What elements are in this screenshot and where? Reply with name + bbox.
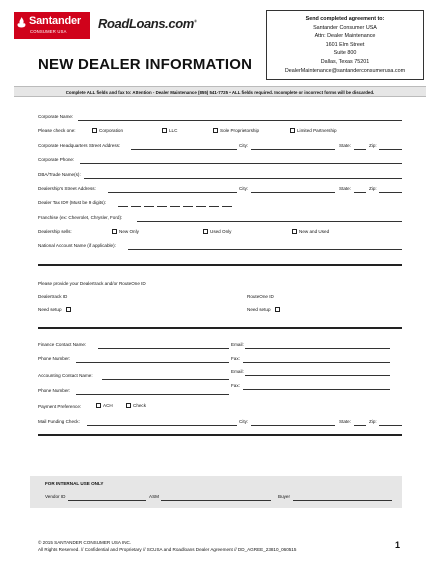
send-box-line: Attn: Dealer Maintenance: [314, 33, 376, 40]
accounting-fax-label: Fax:: [231, 383, 240, 388]
city-label: City:: [239, 143, 249, 148]
hq-address-label: Corporate Headquarters Street Address:: [38, 143, 121, 148]
ach-label: ACH: [103, 403, 113, 408]
dealership-state-field[interactable]: [354, 192, 366, 193]
dealertrack-label: Dealertrack ID: [38, 294, 68, 299]
national-account-label: National Account Name (if applicable):: [38, 243, 116, 248]
national-account-field[interactable]: [128, 249, 402, 250]
tax-id-digit-1[interactable]: [118, 206, 128, 207]
dealership-zip-field[interactable]: [379, 192, 402, 193]
llc-checkbox[interactable]: [162, 128, 167, 133]
state-label: State:: [339, 186, 352, 191]
finance-phone-field[interactable]: [76, 362, 229, 363]
used-only-label: Used Only: [210, 229, 232, 234]
asm-field[interactable]: [161, 500, 271, 501]
copyright-text: © 2015 SANTANDER CONSUMER USA INC.: [38, 540, 132, 545]
state-label: State:: [339, 143, 352, 148]
send-to-box: [266, 10, 424, 80]
send-box-line: Santander Consumer USA: [313, 24, 377, 31]
finance-fax-label: Fax:: [231, 356, 240, 361]
santander-logo: [14, 12, 90, 39]
mail-funding-zip-field[interactable]: [379, 425, 402, 426]
franchise-field[interactable]: [137, 221, 402, 222]
franchise-label: Franchise (ex: Chevrolet, Chrysler, Ford):: [38, 215, 123, 220]
limited-partnership-label: Limited Partnership: [297, 128, 337, 133]
tax-id-digit-4[interactable]: [157, 206, 167, 207]
dba-field[interactable]: [84, 178, 402, 179]
zip-label: Zip:: [369, 186, 377, 191]
check-one-label: Please check one:: [38, 128, 76, 133]
accounting-phone-field[interactable]: [76, 394, 229, 395]
new-only-checkbox[interactable]: [112, 229, 117, 234]
accounting-contact-label: Accounting Contact Name:: [38, 373, 93, 378]
tax-id-digit-9[interactable]: [222, 206, 232, 207]
ach-checkbox[interactable]: [96, 403, 101, 408]
accounting-email-label: Email:: [231, 369, 244, 374]
tax-id-digit-2[interactable]: [131, 206, 141, 207]
internal-use-title: FOR INTERNAL USE ONLY: [45, 481, 104, 486]
vendor-id-label: Vendor ID: [45, 494, 66, 499]
buyer-field[interactable]: [293, 500, 392, 501]
roadloans-text: RoadLoans.com: [98, 16, 194, 31]
tax-id-digit-5[interactable]: [170, 206, 180, 207]
hq-city-field[interactable]: [251, 149, 335, 150]
dealership-address-label: Dealership's Street Address:: [38, 186, 96, 191]
mail-funding-label: Mail Funding Check:: [38, 419, 80, 424]
section-divider: [38, 327, 402, 329]
dealership-address-field[interactable]: [108, 192, 237, 193]
vendor-id-field[interactable]: [68, 500, 146, 501]
mail-funding-address-field[interactable]: [87, 425, 237, 426]
dealertrack-need-setup-checkbox[interactable]: [66, 307, 71, 312]
hq-zip-field[interactable]: [379, 149, 402, 150]
provide-id-text: Please provide your Dealertrack and/or RouteOne ID: [38, 281, 146, 286]
new-and-used-label: New and Used: [299, 229, 330, 234]
buyer-label: Buyer: [278, 494, 291, 499]
zip-label: Zip:: [369, 419, 377, 424]
send-box-line: 1601 Elm Street: [325, 41, 365, 48]
corporation-label: Corporation: [99, 128, 124, 133]
hq-address-field[interactable]: [131, 149, 237, 150]
finance-phone-label: Phone Number:: [38, 356, 71, 361]
dealertrack-need-setup-label: Need setup: [38, 307, 62, 312]
section-divider: [38, 434, 402, 436]
sole-proprietorship-label: Sole Proprietorship: [220, 128, 260, 133]
finance-fax-field[interactable]: [243, 362, 390, 363]
zip-label: Zip:: [369, 143, 377, 148]
hq-state-field[interactable]: [354, 149, 366, 150]
accounting-phone-label: Phone Number:: [38, 388, 71, 393]
tax-id-digit-8[interactable]: [209, 206, 219, 207]
page-title: NEW DEALER INFORMATION: [38, 56, 253, 73]
corporate-name-label: Corporate Name:: [38, 114, 74, 119]
llc-label: LLC: [169, 128, 178, 133]
send-box-title: Send completed agreement to:: [305, 16, 385, 22]
accounting-contact-field[interactable]: [102, 379, 229, 380]
page-number: 1: [395, 540, 401, 550]
corporate-phone-label: Corporate Phone:: [38, 157, 75, 162]
check-label: Check: [133, 403, 147, 408]
mail-funding-state-field[interactable]: [354, 425, 366, 426]
sole-proprietorship-checkbox[interactable]: [213, 128, 218, 133]
city-label: City:: [239, 186, 249, 191]
roadloans-logo: [98, 16, 197, 31]
accounting-fax-field[interactable]: [243, 389, 390, 390]
send-box-email: DealerMaintenance@santanderconsumerusa.com: [284, 67, 406, 74]
payment-preference-label: Payment Preference:: [38, 404, 82, 409]
corporation-checkbox[interactable]: [92, 128, 97, 133]
finance-contact-field[interactable]: [98, 348, 229, 349]
tax-id-digit-3[interactable]: [144, 206, 154, 207]
corporate-name-field[interactable]: [78, 120, 402, 121]
send-box-line: Dallas, Texas 75201: [320, 58, 370, 65]
tax-id-digit-7[interactable]: [196, 206, 206, 207]
rights-text: All Rights Reserved. // Confidential and Proprietary // SCUSA and Roadloans Dealer Agreement // DD_AGREE_23810_060515: [38, 547, 297, 552]
finance-contact-label: Finance Contact Name:: [38, 342, 87, 347]
routeone-need-setup-checkbox[interactable]: [275, 307, 280, 312]
used-only-checkbox[interactable]: [203, 229, 208, 234]
new-and-used-checkbox[interactable]: [292, 229, 297, 234]
dealership-city-field[interactable]: [251, 192, 335, 193]
routeone-label: RouteOne ID: [247, 294, 274, 299]
limited-partnership-checkbox[interactable]: [290, 128, 295, 133]
send-box-line: Suite 800: [333, 50, 357, 57]
routeone-need-setup-label: Need setup: [247, 307, 271, 312]
mail-funding-city-field[interactable]: [251, 425, 335, 426]
new-only-label: New Only: [119, 229, 139, 234]
section-divider: [38, 264, 402, 266]
flame-icon: [17, 17, 26, 29]
finance-email-field[interactable]: [245, 348, 390, 349]
asm-label: ASM: [149, 494, 159, 499]
finance-email-label: Email:: [231, 342, 244, 347]
state-label: State:: [339, 419, 352, 424]
dba-label: DBA/Trade Name(s):: [38, 172, 81, 177]
roadloans-tm: ®: [193, 18, 197, 24]
corporate-phone-field[interactable]: [80, 163, 402, 164]
city-label: City:: [239, 419, 249, 424]
instructions-bar: Complete ALL fields and fax to: Attention - Dealer Maintenance (855) 541-7725 • ALL fields required. Incomplete or incorrect forms will be discarded.: [14, 86, 426, 97]
brand-sub: CONSUMER USA: [30, 29, 67, 34]
tax-id-digit-6[interactable]: [183, 206, 193, 207]
tax-id-label: Dealer Tax ID# (Must be 9 digits):: [38, 200, 107, 205]
brand-name: Santander: [29, 15, 81, 27]
check-checkbox[interactable]: [126, 403, 131, 408]
accounting-email-field[interactable]: [245, 375, 390, 376]
dealership-sells-label: Dealership sells:: [38, 229, 72, 234]
